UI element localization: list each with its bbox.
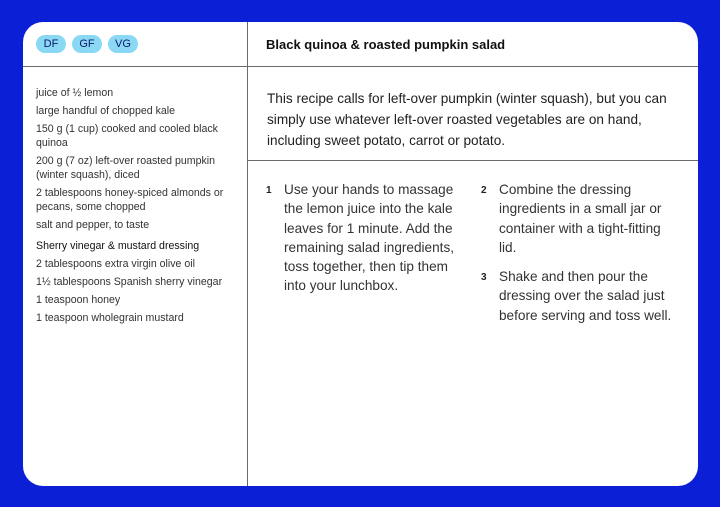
method-column-1 — [266, 180, 456, 306]
step-number: 2 — [481, 185, 487, 196]
badge-gluten-free: GF — [72, 35, 102, 53]
header-divider-left — [23, 66, 247, 67]
dressing-item: 1 teaspoon wholegrain mustard — [36, 312, 184, 324]
badge-dairy-free: DF — [36, 35, 66, 53]
recipe-intro: This recipe calls for left-over pumpkin (winter squash), but you can simply use whatever left-over roasted vegetables are on hand, including sweet potato, carrot or potato. — [267, 91, 667, 148]
intro-divider — [248, 160, 698, 161]
recipe-card — [23, 22, 698, 486]
method-step — [481, 180, 681, 257]
step-number: 1 — [266, 185, 272, 196]
badge-vegan: VG — [108, 35, 138, 53]
method-column-2 — [481, 180, 681, 335]
diet-badges — [36, 35, 138, 53]
dressing-item: 1 teaspoon honey — [36, 294, 121, 306]
method-step — [481, 267, 681, 325]
dressing-item: 1½ tablespoons Spanish sherry vinegar — [36, 276, 223, 288]
step-text: Use your hands to massage the lemon juice into the kale leaves for 1 minute. Add the remaining salad ingredients, toss together, then tip them into your lunchbox. — [284, 182, 455, 294]
step-number: 3 — [481, 272, 487, 284]
ingredient-item: 200 g (7 oz) left-over roasted pumpkin (winter squash), diced — [36, 155, 216, 181]
ingredient-item: 150 g (1 cup) cooked and cooled black quinoa — [36, 123, 218, 149]
ingredient-item: large handful of chopped kale — [36, 105, 176, 117]
dressing-heading: Sherry vinegar & mustard dressing — [36, 240, 200, 252]
ingredients-list — [36, 86, 236, 329]
ingredient-item: juice of ½ lemon — [36, 87, 114, 99]
ingredient-item: salt and pepper, to taste — [36, 219, 150, 231]
column-divider — [247, 22, 248, 486]
recipe-title: Black quinoa & roasted pumpkin salad — [266, 37, 506, 52]
ingredient-item: 2 tablespoons honey-spiced almonds or pecans, some chopped — [36, 187, 224, 213]
dressing-item: 2 tablespoons extra virgin olive oil — [36, 258, 195, 270]
header-divider-right — [248, 66, 698, 67]
step-text: Shake and then pour the dressing over the salad just before serving and toss well. — [499, 269, 672, 323]
step-text: Combine the dressing ingredients in a small jar or container with a tight-fitting lid. — [499, 182, 662, 255]
method-step — [266, 180, 456, 296]
